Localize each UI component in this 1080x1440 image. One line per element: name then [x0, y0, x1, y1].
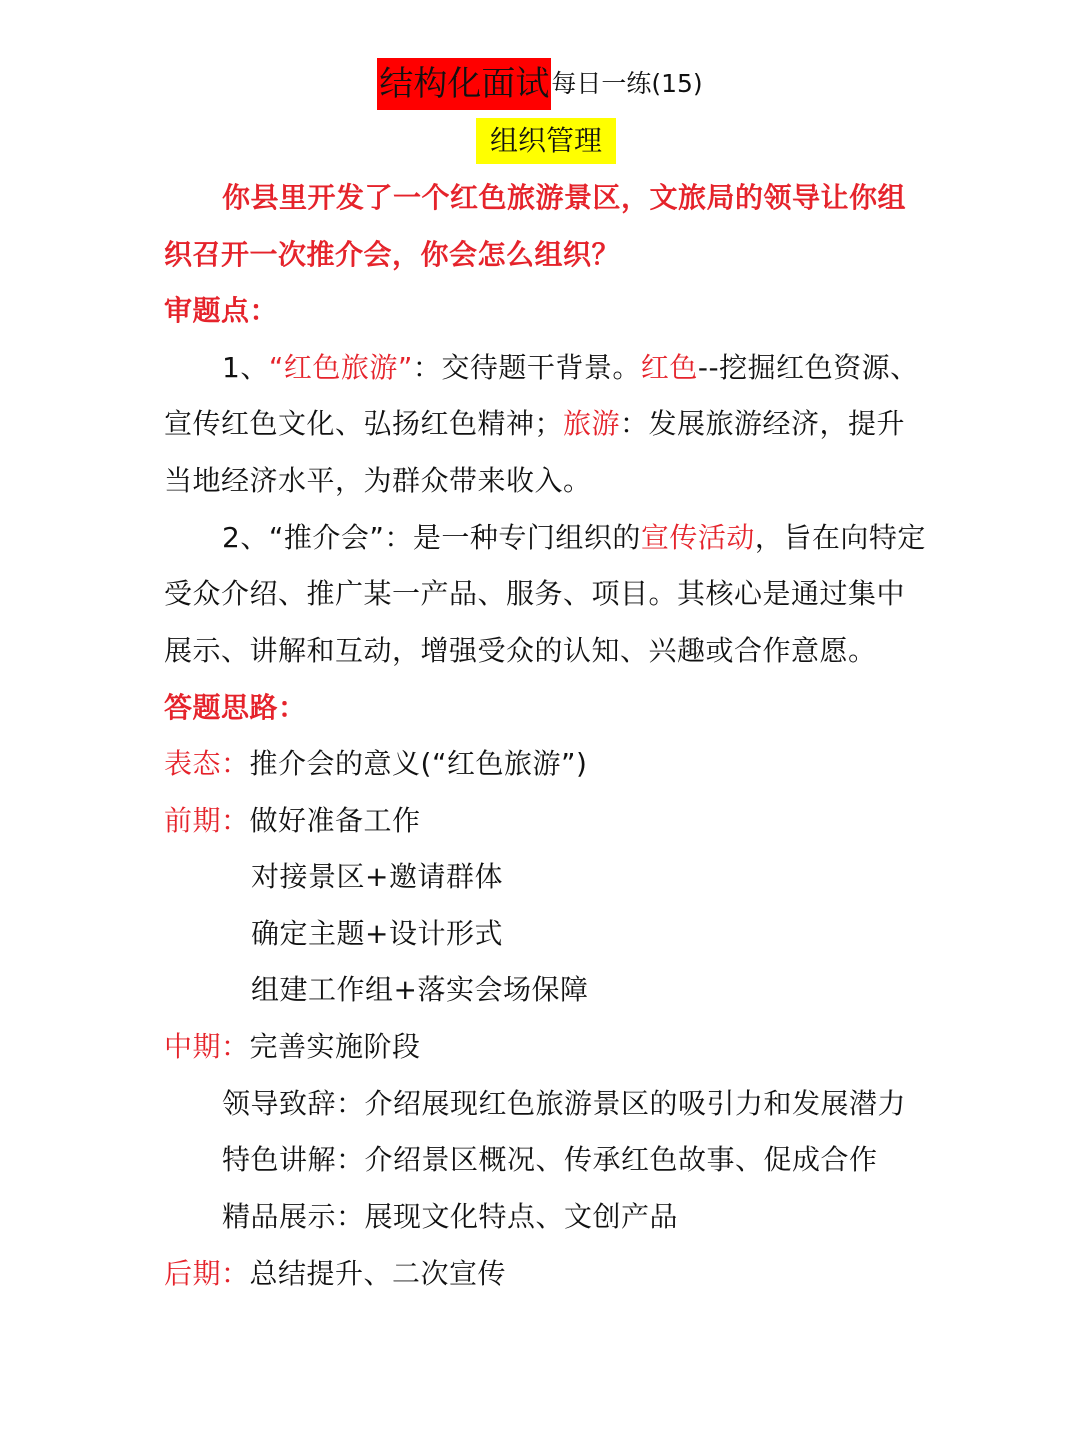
- late-stage-label: 后期：: [164, 1257, 250, 1290]
- mid-stage-label: 中期：: [164, 1030, 250, 1063]
- review-point-2-term: 宣传活动: [640, 521, 755, 554]
- review-point-1-line-1: [222, 348, 919, 388]
- late-stage-row: [164, 1254, 506, 1294]
- review-point-1-number: 1、: [222, 351, 269, 384]
- review-point-1-line-3: 当地经济水平，为群众带来收入。: [164, 464, 592, 497]
- early-stage-row: [164, 801, 421, 841]
- review-point-1-text-a: ：交待题干背景。: [412, 351, 641, 384]
- category-row: [0, 118, 1080, 164]
- mid-stage-item: 领导致辞：介绍展现红色旅游景区的吸引力和发展潜力: [222, 1087, 907, 1120]
- review-point-2-text-b: ，旨在向特定: [754, 521, 926, 554]
- mid-stage-text: 完善实施阶段: [249, 1030, 421, 1063]
- review-point-1-tourism-term: 旅游: [563, 407, 621, 440]
- stance-row: [164, 744, 587, 784]
- title-highlight: 结构化面试: [377, 58, 551, 110]
- early-stage-item: 对接景区+邀请群体: [251, 860, 503, 893]
- review-point-1-red-term: 红色: [640, 351, 698, 384]
- review-point-1-line-2-b: ：发展旅游经济，提升: [620, 407, 906, 440]
- early-stage-item: 确定主题+设计形式: [251, 917, 503, 950]
- review-point-1-term: “红色旅游”: [268, 351, 413, 384]
- question-line-1: 你县里开发了一个红色旅游景区，文旅局的领导让你组: [222, 181, 907, 214]
- approach-heading: 答题思路：: [164, 691, 307, 724]
- mid-stage-item: 精品展示：展现文化特点、文创产品: [222, 1200, 679, 1233]
- mid-stage-row: [164, 1027, 421, 1067]
- stance-text: 推介会的意义(“红色旅游”): [249, 747, 588, 780]
- review-point-1-line-2: [164, 404, 905, 444]
- review-point-2-line-2: 受众介绍、推广某一产品、服务、项目。其核心是通过集中: [164, 577, 906, 610]
- early-stage-item: 组建工作组+落实会场保障: [251, 973, 589, 1006]
- early-stage-label: 前期：: [164, 804, 250, 837]
- late-stage-text: 总结提升、二次宣传: [249, 1257, 507, 1290]
- review-point-2-line-3: 展示、讲解和互动，增强受众的认知、兴趣或合作意愿。: [164, 634, 877, 667]
- title-suffix: 每日一练(15): [551, 69, 703, 98]
- review-point-1-line-2-a: 宣传红色文化、弘扬红色精神；: [164, 407, 564, 440]
- question-line-2: 织召开一次推介会，你会怎么组织？: [164, 238, 621, 271]
- review-heading: 审题点：: [164, 294, 279, 327]
- mid-stage-item: 特色讲解：介绍景区概况、传承红色故事、促成合作: [222, 1143, 878, 1176]
- review-point-2-text-a: 2、“推介会”：是一种专门组织的: [222, 521, 641, 554]
- stance-label: 表态：: [164, 747, 250, 780]
- category-badge: 组织管理: [476, 118, 616, 164]
- early-stage-text: 做好准备工作: [249, 804, 421, 837]
- title-row: [0, 58, 1080, 110]
- review-point-2-line-1: [222, 518, 926, 558]
- review-point-1-text-b: --挖掘红色资源、: [697, 351, 919, 384]
